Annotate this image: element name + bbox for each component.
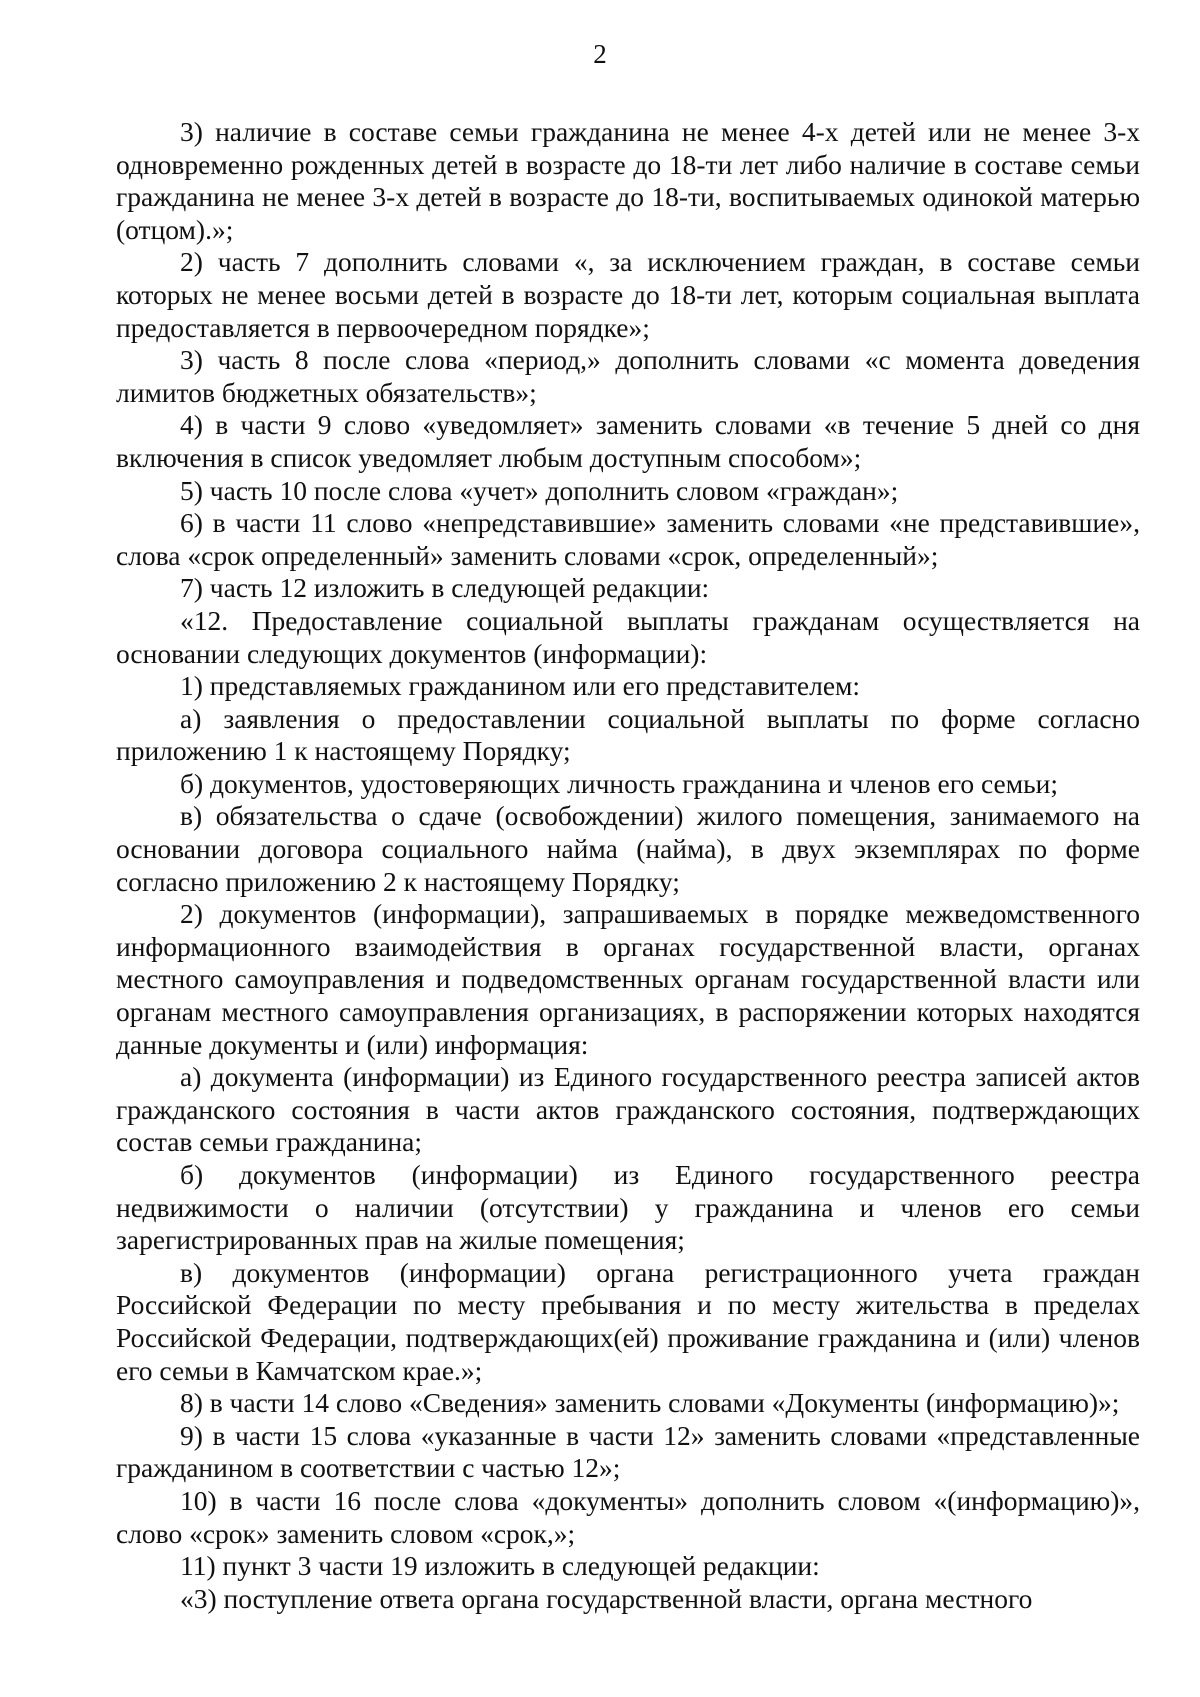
paragraph: «3) поступление ответа органа государственной власти, органа местного bbox=[180, 1582, 1033, 1614]
paragraph: б) документов (информации) из Единого государственного реестра недвижимости о наличии (отсутствии) у гражданина и членов его семьи зарегистрированных прав на жилые помещения; bbox=[116, 1159, 1140, 1256]
paragraph: в) обязательства о сдаче (освобождении) жилого помещения, занимаемого на основании договора социального найма (найма), в двух экземплярах по форме согласно приложению 2 к настоящему Порядку; bbox=[116, 800, 1140, 897]
paragraph: в) документов (информации) органа регистрационного учета граждан Российской Федерации по месту пребывания и по месту жительства в пределах Российской Федерации, подтверждающих(ей) проживание гражданина и (или) членов его семьи в Камчатском крае.»; bbox=[116, 1256, 1140, 1386]
paragraph: 6) в части 11 слово «непредставившие» заменить словами «не представившие», слова «срок определенный» заменить словами «срок, определенный»; bbox=[116, 507, 1140, 571]
paragraph: а) заявления о предоставлении социальной выплаты по форме согласно приложению 1 к настоящему Порядку; bbox=[116, 702, 1140, 767]
paragraph: 10) в части 16 после слова «документы» дополнить словом «(информацию)», слово «срок» заменить словом «срок,»; bbox=[116, 1484, 1140, 1549]
paragraph: 9) в части 15 слова «указанные в части 12» заменить словами «представленные гражданином в соответствии с частью 12»; bbox=[116, 1419, 1140, 1484]
paragraph: б) документов, удостоверяющих личность гражданина и членов его семьи; bbox=[180, 767, 1059, 799]
paragraph: 5) часть 10 после слова «учет» дополнить словом «граждан»; bbox=[180, 474, 899, 506]
document-body bbox=[116, 116, 1140, 1615]
paragraph: 2) документов (информации), запрашиваемых в порядке межведомственного информационного взаимодействия в органах государственной власти, органах местного самоуправления и подведомственных органам государственной власти или органам местного самоуправления организациях, в распоряжении которых находятся данные документы и (или) информация: bbox=[116, 898, 1140, 1060]
paragraph: 2) часть 7 дополнить словами «, за исключением граждан, в составе семьи которых не менее восьми детей в возрасте до 18-ти лет, которым социальная выплата предоставляется в первоочередном порядке»; bbox=[116, 246, 1140, 343]
paragraph: а) документа (информации) из Единого государственного реестра записей актов гражданского состояния в части актов гражданского состояния, подтверждающих состав семьи гражданина; bbox=[116, 1061, 1140, 1158]
paragraph: 4) в части 9 слово «уведомляет» заменить словами «в течение 5 дней со дня включения в список уведомляет любым доступным способом»; bbox=[116, 409, 1140, 473]
paragraph: 3) часть 8 после слова «период,» дополнить словами «с момента доведения лимитов бюджетных обязательств»; bbox=[116, 344, 1140, 408]
paragraph: 8) в части 14 слово «Сведения» заменить словами «Документы (информацию)»; bbox=[180, 1387, 1120, 1419]
page-number: 2 bbox=[593, 39, 607, 69]
paragraph: 3) наличие в составе семьи гражданина не менее 4-х детей или не менее 3-х одновременно рожденных детей в возрасте до 18-ти лет либо наличие в составе семьи гражданина не менее 3-х детей в возрасте до 18-ти, воспитываемых одинокой матерью (отцом).»; bbox=[116, 116, 1140, 245]
paragraph: 1) представляемых гражданином или его представителем: bbox=[180, 670, 861, 702]
paragraph: «12. Предоставление социальной выплаты гражданам осуществляется на основании следующих документов (информации): bbox=[116, 604, 1140, 669]
paragraph: 11) пункт 3 части 19 изложить в следующей редакции: bbox=[180, 1550, 820, 1582]
paragraph: 7) часть 12 изложить в следующей редакции: bbox=[180, 572, 710, 604]
